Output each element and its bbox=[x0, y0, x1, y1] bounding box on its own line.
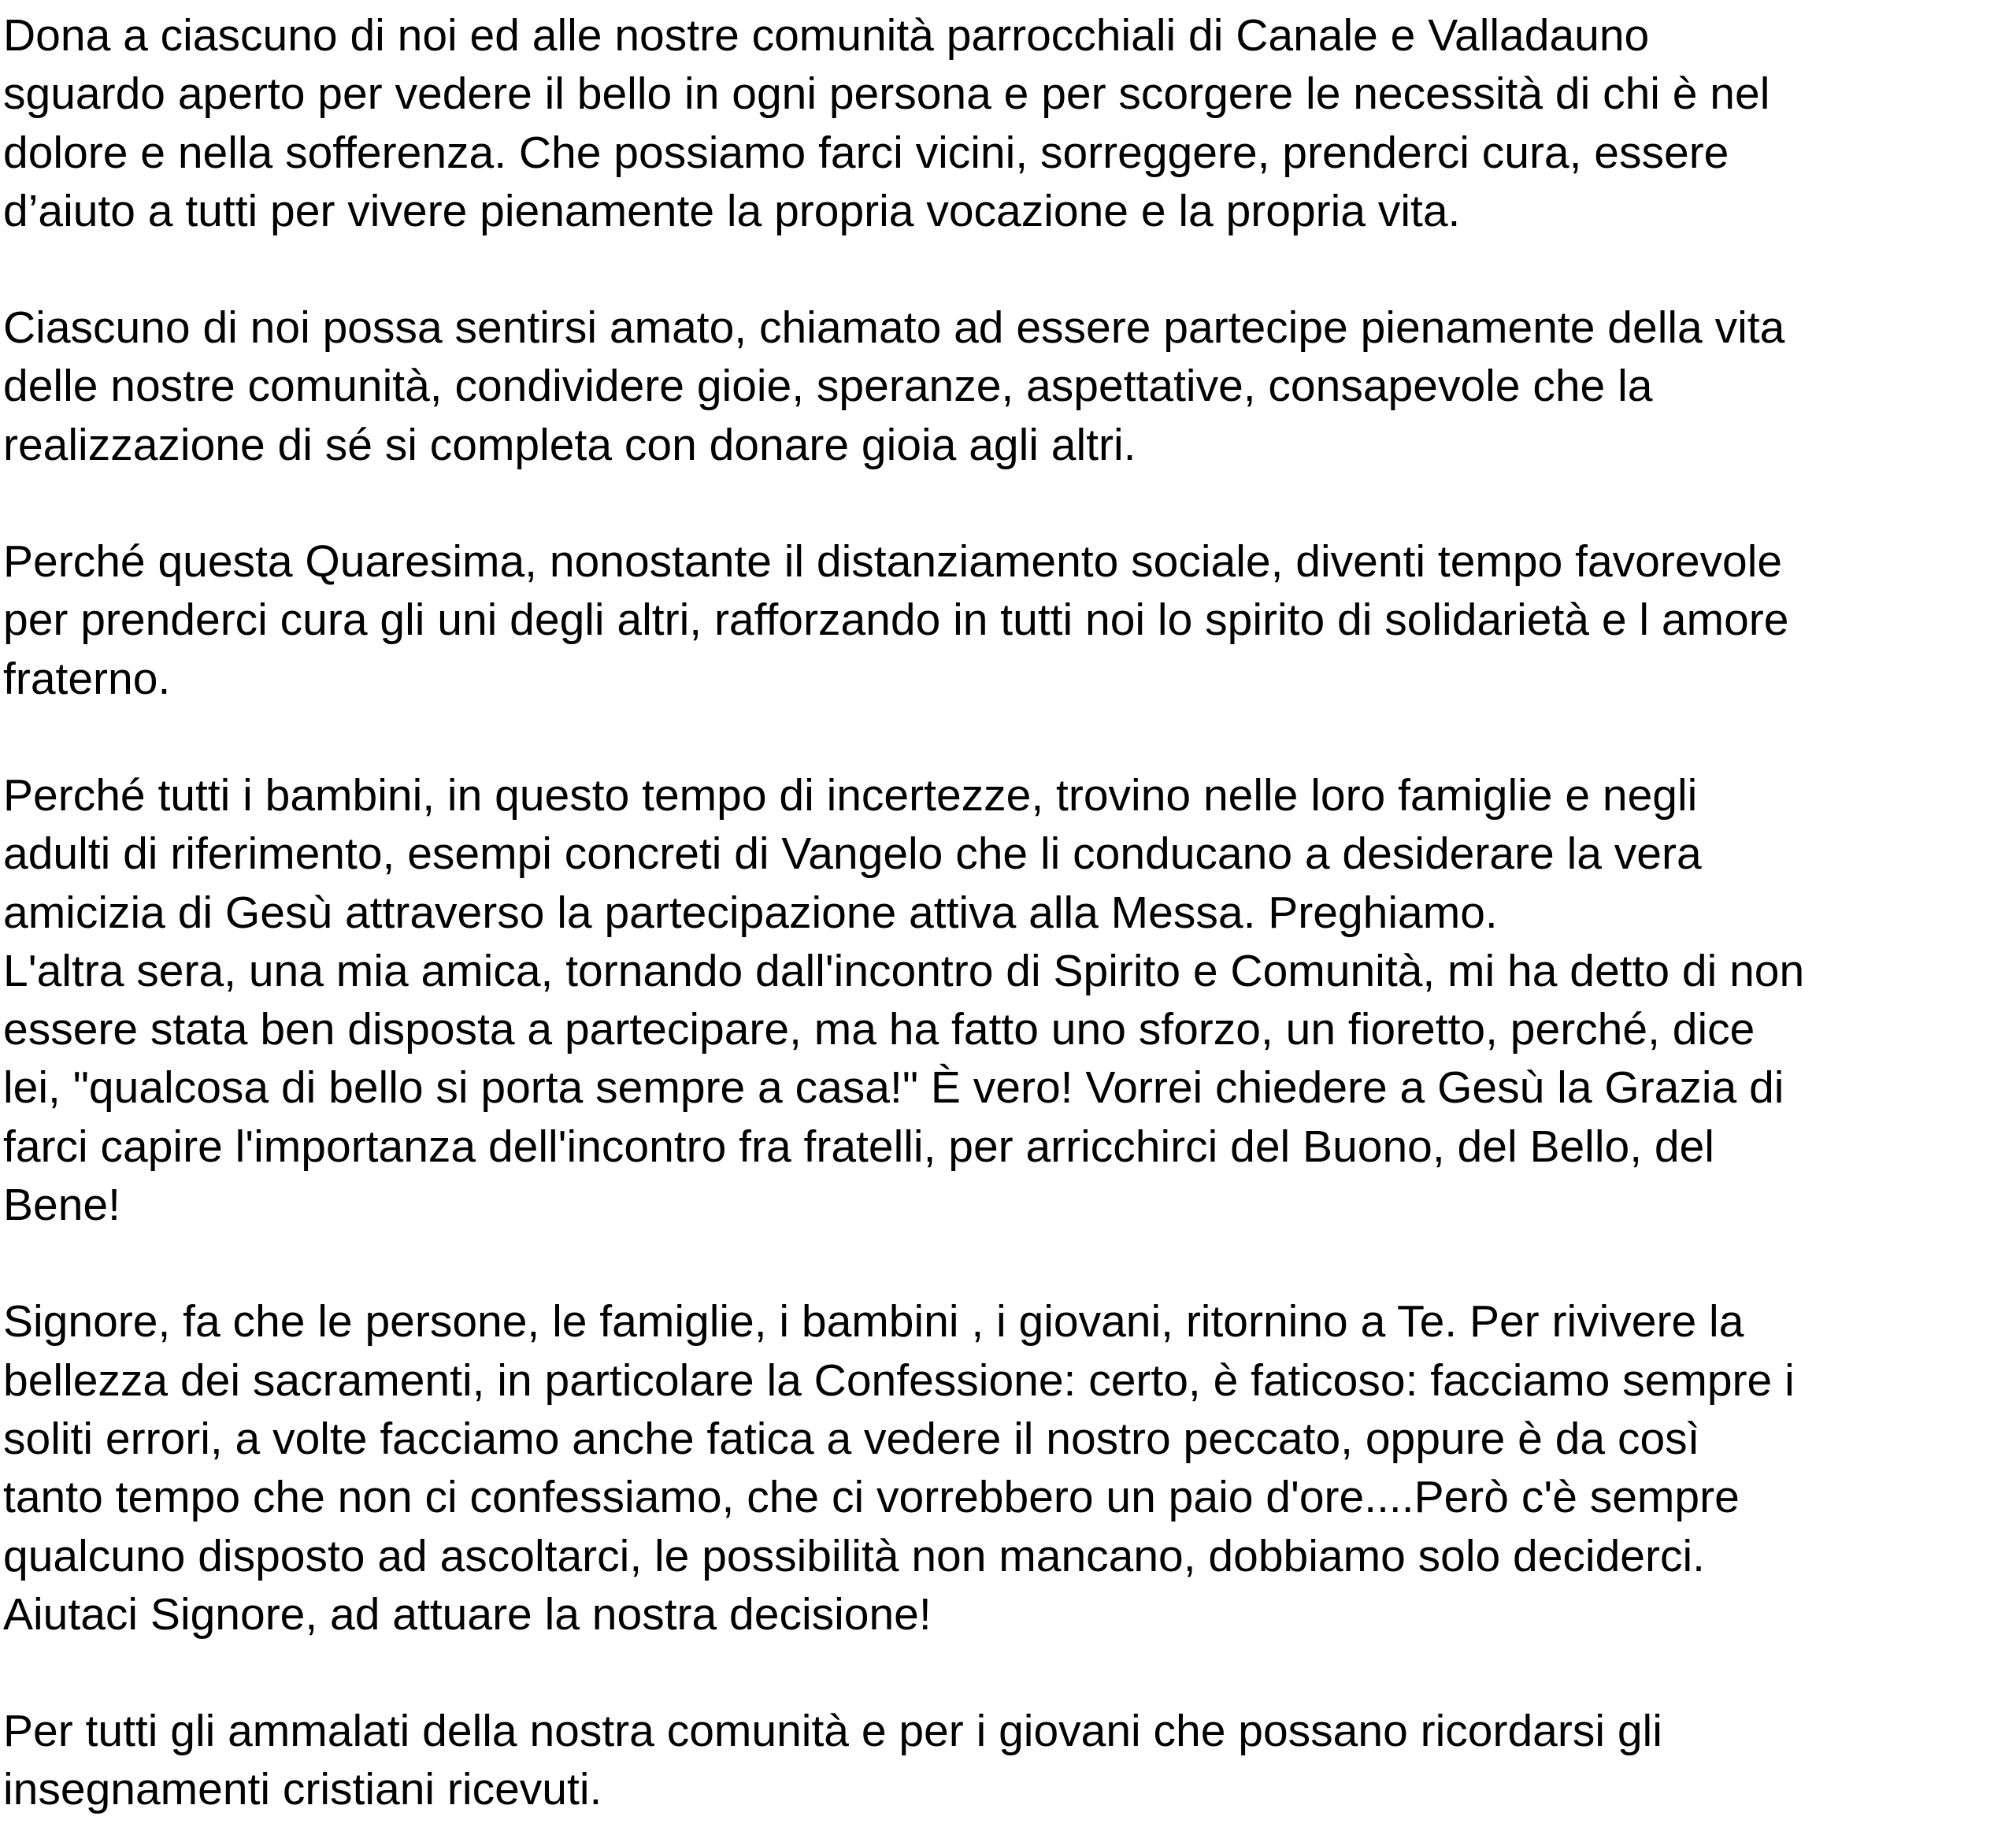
text-line: Bene! bbox=[3, 1180, 120, 1231]
paragraph-ciascuno bbox=[3, 298, 2016, 474]
text-line: farci capire l'importanza dell'incontro fra fratelli, per arricchirci del Buono, del Bello, del bbox=[3, 1121, 1714, 1172]
text-line: dolore e nella sofferenza. Che possiamo farci vicini, sorreggere, prenderci cura, essere bbox=[3, 127, 1729, 178]
text-line: per prenderci cura gli uni degli altri, rafforzando in tutti noi lo spirito di solidarietà e l amore bbox=[3, 595, 1789, 646]
text-line: amicizia di Gesù attraverso la partecipazione attiva alla Messa. Preghiamo. bbox=[3, 887, 1498, 938]
text-line: bellezza dei sacramenti, in particolare la Confessione: certo, è faticoso: facciamo sempre i bbox=[3, 1355, 1795, 1406]
text-line: essere stata ben disposta a partecipare, ma ha fatto uno sforzo, un fioretto, perché, dice bbox=[3, 1004, 1755, 1055]
text-line: realizzazione di sé si completa con donare gioia agli altri. bbox=[3, 419, 1136, 470]
text-line: L'altra sera, una mia amica, tornando dall'incontro di Spirito e Comunità, mi ha detto di non bbox=[3, 945, 1805, 996]
text-line: adulti di riferimento, esempi concreti di Vangelo che li conducano a desiderare la vera bbox=[3, 828, 1702, 880]
text-line: qualcuno disposto ad ascoltarci, le possibilità non mancano, dobbiamo solo deciderci. bbox=[3, 1530, 1705, 1581]
text-line: Ciascuno di noi possa sentirsi amato, chiamato ad essere partecipe pienamente della vita bbox=[3, 302, 1785, 354]
paragraph-ammalati bbox=[3, 1702, 2016, 1819]
paragraph-quaresima bbox=[3, 532, 2016, 708]
text-line: lei, "qualcosa di bello si porta sempre a casa!" È vero! Vorrei chiedere a Gesù la Grazia di bbox=[3, 1062, 1784, 1114]
text-line: Aiutaci Signore, ad attuare la nostra decisione! bbox=[3, 1588, 932, 1640]
text-line: Perché tutti i bambini, in questo tempo di incertezze, trovino nelle loro famiglie e negli bbox=[3, 769, 1698, 821]
paragraph-bambini bbox=[3, 766, 2016, 942]
paragraph-amica bbox=[3, 942, 2016, 1234]
text-line: Signore, fa che le persone, le famiglie, i bambini , i giovani, ritornino a Te. Per rivivere la bbox=[3, 1296, 1744, 1347]
text-line: sguardo aperto per vedere il bello in ogni persona e per scorgere le necessità di chi è nel bbox=[3, 69, 1770, 120]
text-line: insegnamenti cristiani ricevuti. bbox=[3, 1764, 602, 1815]
text-line: delle nostre comunità, condividere gioie, speranze, aspettative, consapevole che la bbox=[3, 361, 1653, 412]
paragraph-signore bbox=[3, 1292, 2016, 1644]
text-line: Per tutti gli ammalati della nostra comunità e per i giovani che possano ricordarsi gli bbox=[3, 1706, 1662, 1757]
text-line: Perché questa Quaresima, nonostante il distanziamento sociale, diventi tempo favorevole bbox=[3, 536, 1783, 587]
text-line: tanto tempo che non ci confessiamo, che ci vorrebbero un paio d'ore....Però c'è sempre bbox=[3, 1472, 1740, 1523]
paragraph-canale-vallada bbox=[3, 6, 2016, 240]
text-line: Dona a ciascuno di noi ed alle nostre comunità parrocchiali di Canale e Valladauno bbox=[3, 10, 1650, 61]
text-line: soliti errori, a volte facciamo anche fatica a vedere il nostro peccato, oppure è da così bbox=[3, 1413, 1700, 1464]
text-line: d’aiuto a tutti per vivere pienamente la propria vocazione e la propria vita. bbox=[3, 185, 1461, 236]
text-line: fraterno. bbox=[3, 653, 171, 704]
